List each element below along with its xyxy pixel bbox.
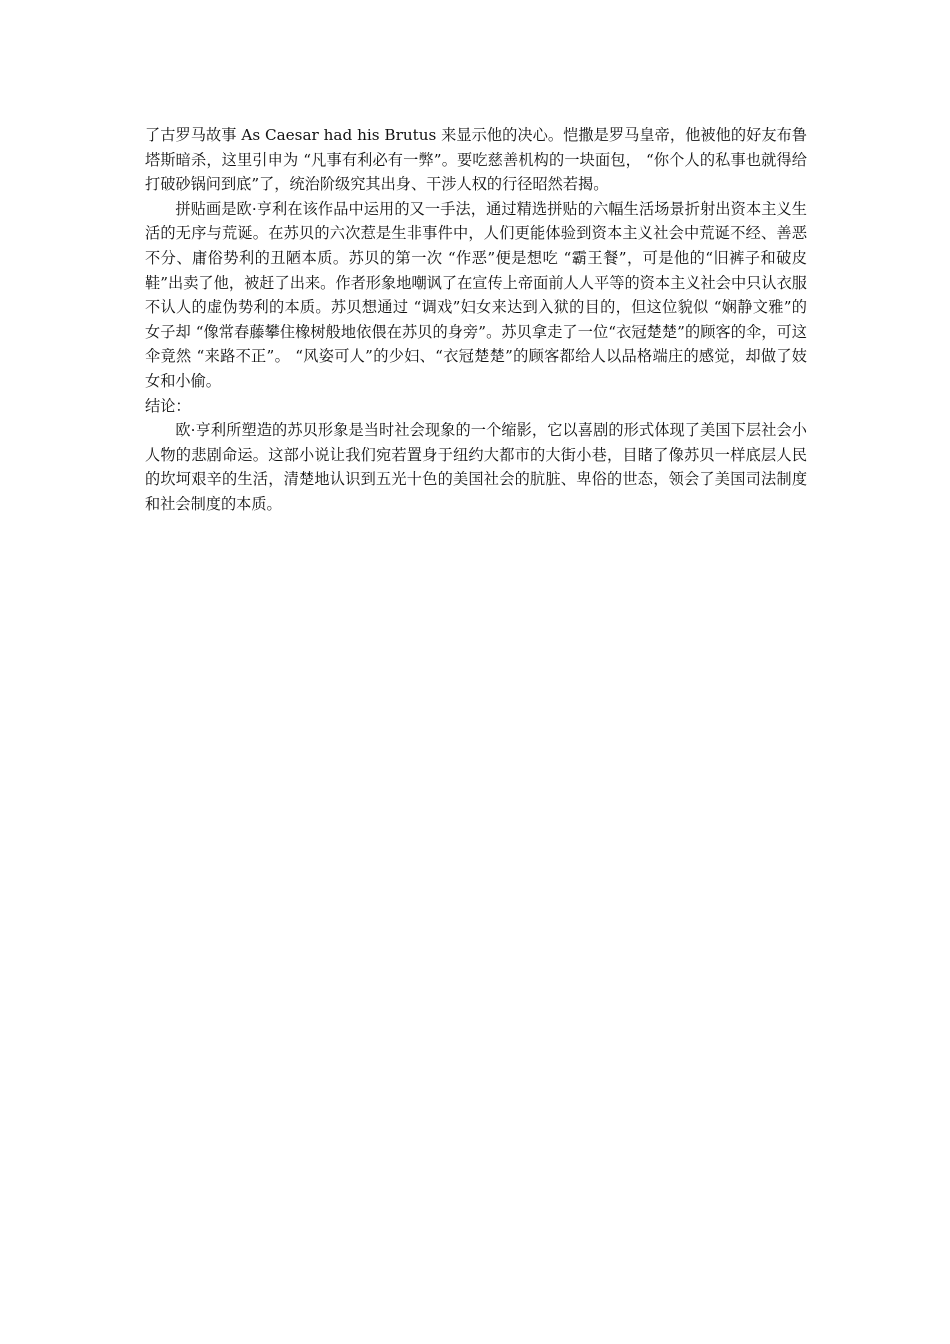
conclusion-heading: 结论：: [145, 396, 191, 415]
paragraph-caesar-brutus: 了古罗马故事 As Caesar had his Brutus 来显示他的决心。恺撒是罗马皇帝，他被他的好友布鲁塔斯暗杀，这里引申为 “凡事有利必有一弊”。要吃慈善机构的一块面包， “你个人的私事也就得给打破砂锅问到底”了，统治阶级究其出身、干涉人权的行径昭然若揭。: [145, 126, 807, 194]
document-body: [145, 123, 807, 517]
paragraph-conclusion: 欧·亨利所塑造的苏贝形象是当时社会现象的一个缩影，它以喜剧的形式体现了美国下层社会小人物的悲剧命运。这部小说让我们宛若置身于纽约大都市的大街小巷，目睹了像苏贝一样底层人民的坎坷艰辛的生活，清楚地认识到五光十色的美国社会的肮脏、卑俗的世态，领会了美国司法制度和社会制度的本质。: [145, 421, 807, 513]
paragraph-collage-technique: 拼贴画是欧·亨利在该作品中运用的又一手法，通过精选拼贴的六幅生活场景折射出资本主义生活的无序与荒诞。在苏贝的六次惹是生非事件中，人们更能体验到资本主义社会中荒诞不经、善恶不分、庸俗势利的丑陋本质。苏贝的第一次 “作恶”便是想吃 “霸王餐”，可是他的“旧裤子和破皮鞋”出卖了他，被赶了出来。作者形象地嘲讽了在宣传上帝面前人人平等的资本主义社会中只认衣服不认人的虚伪势利的本质。苏贝想通过 “调戏”妇女来达到入狱的目的，但这位貌似 “娴静文雅”的女子却 “像常春藤攀住橡树般地依偎在苏贝的身旁”。苏贝拿走了一位“衣冠楚楚”的顾客的伞，可这伞竟然 “来路不正”。 “风姿可人”的少妇、“衣冠楚楚”的顾客都给人以品格端庄的感觉，却做了妓女和小偷。: [145, 199, 807, 390]
